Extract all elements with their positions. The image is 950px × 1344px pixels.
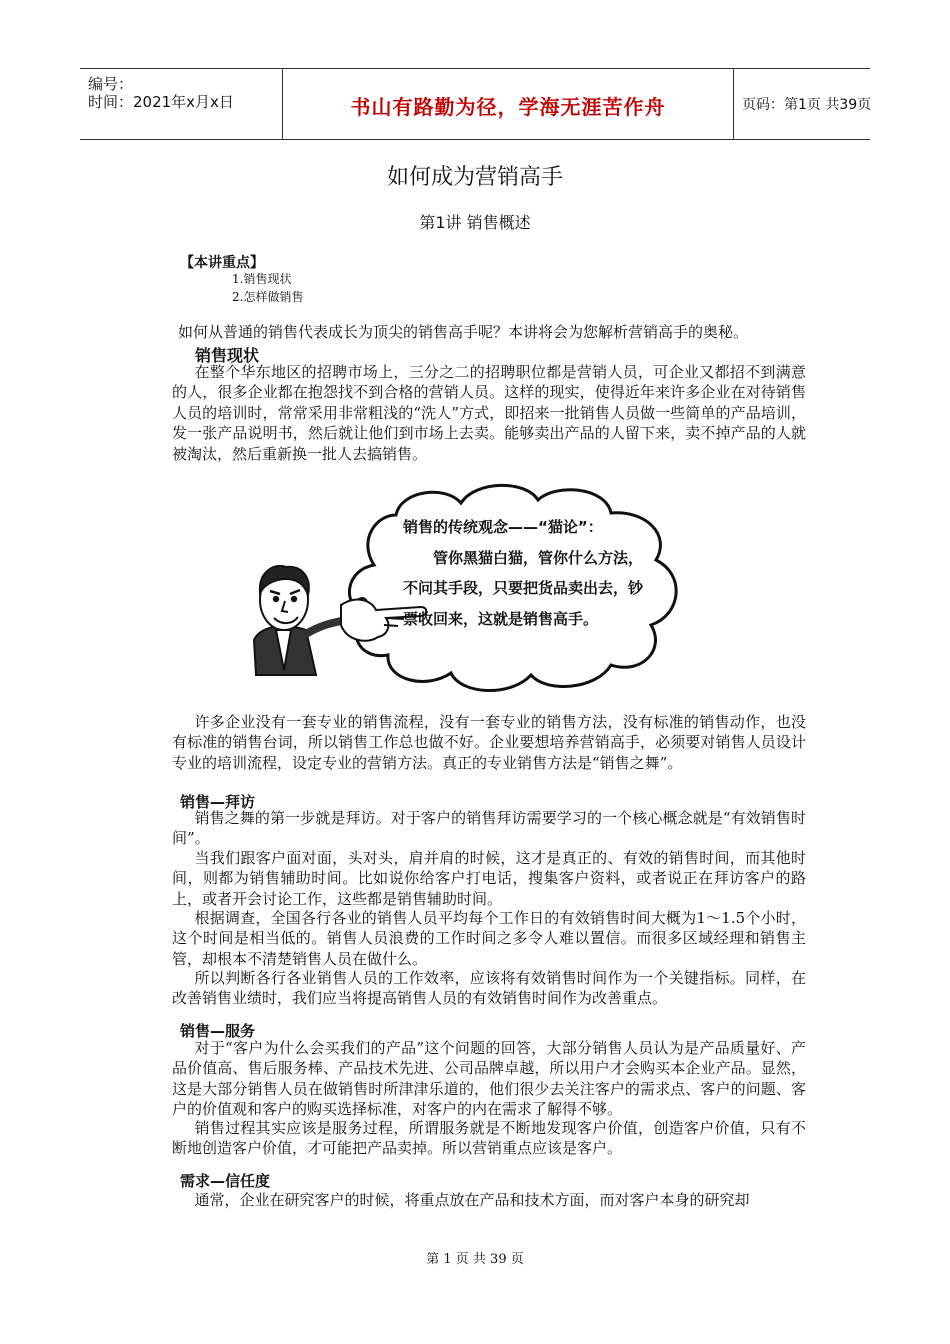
focus-item-2: 2.怎样做销售 [232,290,304,304]
section2-paragraph-2: 当我们跟客户面对面，头对头，肩并肩的时候，这才是真正的、有效的销售时间，而其他时间，则都为销售辅助时间。比如说你给客户打电话，搜集客户资料，或者说正在拜访客户的路上，或者开会讨论工作，这些都是销售辅助时间。 [172,849,806,908]
section2-paragraph-3: 根据调查，全国各行各业的销售人员平均每个工作日的有效销售时间大概为1～1.5个小时，这个时间是相当低的。销售人员浪费的工作时间之多令人难以置信。而很多区域经理和销售主管，却根本不清楚销售人员在做什么。 [172,909,806,968]
page-title: 如何成为营销高手 [386,165,563,190]
section1-paragraph-1: 在整个华东地区的招聘市场上，三分之二的招聘职位都是营销人员，可企业又都招不到满意的人，很多企业都在抱怨找不到合格的营销人员。这样的现实，使得近年来许多企业在对待销售人员的培训时，常常采用非常粗浅的“洗人”方式，即招来一批销售人员做一些简单的产品培训，发一张产品说明书，然后就让他们到市场上去卖。能够卖出产品的人留下来，卖不掉产品的人就被淘汰，然后重新换一批人去搞销售。 [172,363,806,463]
section2-paragraph-1: 销售之舞的第一步就是拜访。对于客户的销售拜访需要学习的一个核心概念就是“有效销售时间”。 [172,809,806,848]
section-heading-trust: 需求—信任度 [180,1172,271,1190]
document-header [80,68,870,140]
page-footer: 第 1 页 共 39 页 [426,1252,524,1267]
header-cell-center [283,69,734,139]
section-heading-service: 销售—服务 [180,1022,256,1040]
cloud-text [403,512,655,634]
section-heading-status: 销售现状 [195,346,260,365]
section3-paragraph-2: 销售过程其实应该是服务过程，所谓服务就是不断地发现客户价值，创造客户价值，只有不断地创造客户价值，才可能把产品卖掉。所以营销重点应该是客户。 [172,1119,806,1158]
focus-heading: 【本讲重点】 [180,255,264,271]
cloud-body: 管你黑猫白猫，管你什么方法，不问其手段，只要把货品卖出去，钞票收回来，这就是销售高手。 [403,548,644,628]
lecture-subtitle: 第1讲 销售概述 [419,213,531,232]
doc-time-label: 时间：2021年x月x日 [88,93,234,111]
section3-paragraph-1: 对于“客户为什么会买我们的产品”这个问题的回答，大部分销售人员认为是产品质量好、产品价值高、售后服务棒、产品技术先进、公司品牌卓越，所以用户才会购买本企业产品。显然，这是大部分销售人员在做销售时所津津乐道的，他们很少去关注客户的需求点、客户的问题、客户的价值观和客户的购买选择标准，对客户的内在需求了解得不够。 [172,1039,806,1119]
header-motto: 书山有路勤为径，学海无涯苦作舟 [350,95,666,119]
focus-item-1: 1.销售现状 [232,272,292,286]
cloud-title: 销售的传统观念——“猫论”： [403,518,603,536]
section-heading-visit: 销售—拜访 [180,793,256,811]
section4-paragraph-1: 通常，企业在研究客户的时候，将重点放在产品和技术方面，而对客户本身的研究却 [194,1191,750,1209]
section2-paragraph-4: 所以判断各行各业销售人员的工作效率，应该将有效销售时间作为一个关键指标。同样，在改善销售业绩时，我们应当将提高销售人员的有效销售时间作为改善重点。 [172,969,806,1008]
header-cell-right [734,69,870,139]
header-cell-left [80,69,283,139]
header-page-info: 页码：第1页 共39页 [742,97,872,113]
section1-paragraph-2: 许多企业没有一套专业的销售流程，没有一套专业的销售方法，没有标准的销售动作，也没有标准的销售台词，所以销售工作总也做不好。企业要想培养营销高手，必须要对销售人员设计专业的培训流程，设定专业的营销方法。真正的专业销售方法是“销售之舞”。 [172,713,806,772]
doc-number-label: 编号： [88,75,134,93]
intro-paragraph: 如何从普通的销售代表成长为顶尖的销售高手呢？本讲将会为您解析营销高手的奥秘。 [178,323,749,341]
